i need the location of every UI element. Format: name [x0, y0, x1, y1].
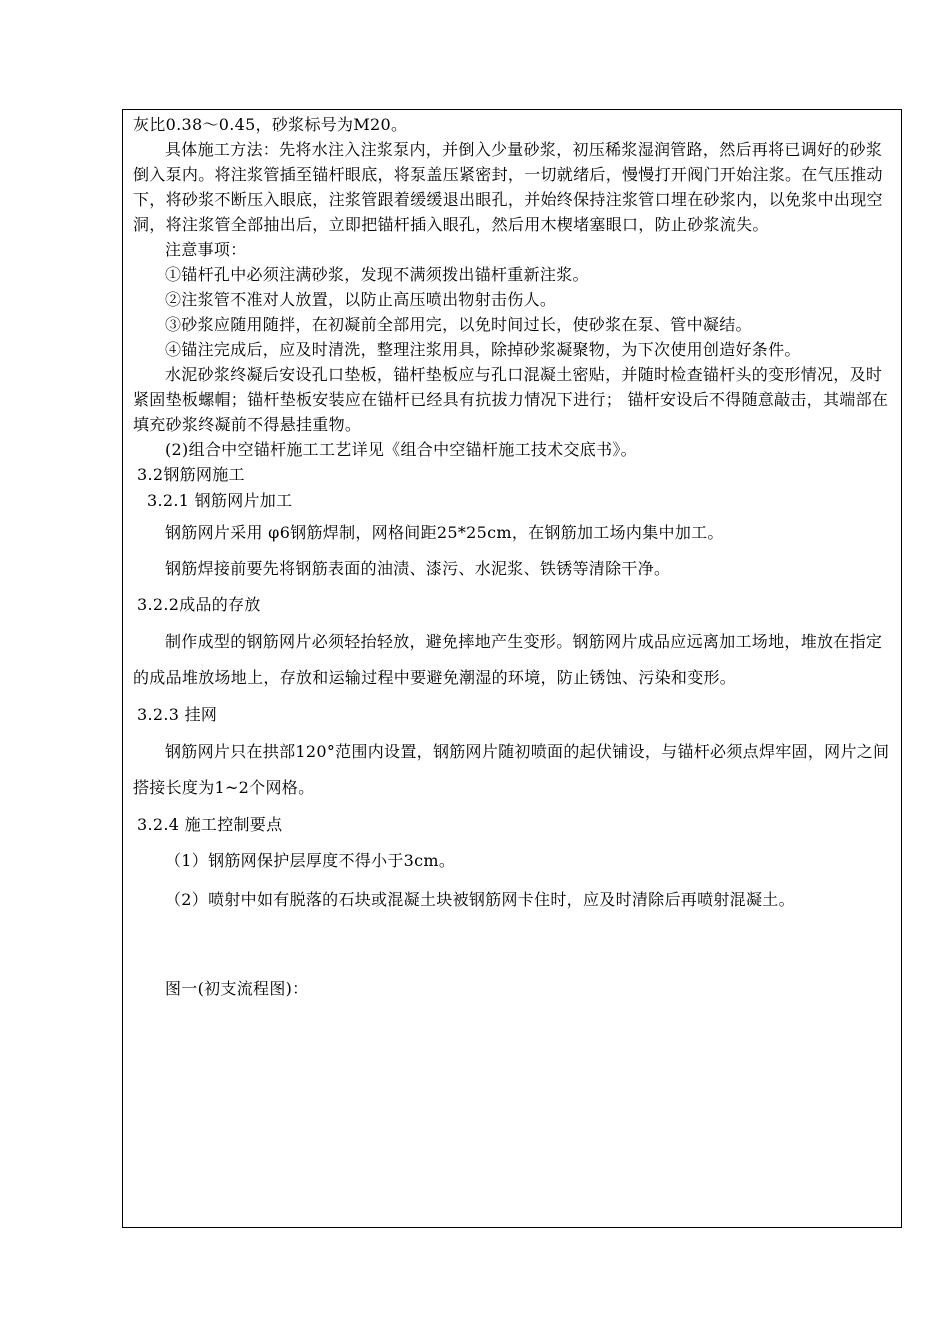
paragraph-mesh-fabrication: 钢筋网片采用 φ6钢筋焊制，网格间距25*25cm，在钢筋加工场内集中加工。 — [165, 523, 724, 542]
paragraph-mortar-ratio: 灰比0.38～0.45，砂浆标号为M20。 — [133, 115, 408, 134]
paragraph-construction-method: 具体施工方法：先将水注入注浆泵内，并倒入少量砂浆，初压稀浆湿润管路，然后再将已调好的砂浆倒入泵内。将注浆管插至锚杆眼底，将泵盖压紧密封，一切就绪后，慢慢打开阀门开始注浆。在气压推动下，将砂浆不断压入眼底，注浆管跟着缓缓退出眼孔，并始终保持注浆管口埋在砂浆内，以免浆中出现空洞，将注浆管全部抽出后，立即把锚杆插入眼孔，然后用木楔堵塞眼口，防止砂浆流失。 — [133, 140, 883, 234]
note-item-4: ④锚注完成后，应及时清洗，整理注浆用具，除掉砂浆凝聚物，为下次使用创造好条件。 — [165, 340, 801, 359]
control-point-1: （1）钢筋网保护层厚度不得小于3cm。 — [165, 851, 456, 870]
document-body — [133, 112, 895, 1002]
section-heading-3-2-3: 3.2.3 挂网 — [137, 705, 218, 724]
figure-caption-flowchart: 图一(初支流程图)： — [165, 979, 309, 998]
control-point-2: （2）喷射中如有脱落的石块或混凝土块被钢筋网卡住时，应及时清除后再喷射混凝土。 — [165, 890, 795, 909]
paragraph-storage: 制作成型的钢筋网片必须轻抬轻放，避免摔地产生变形。钢筋网片成品应远离加工场地，堆放在指定的成品堆放场地上，存放和运输过程中要避免潮湿的环境，防止锈蚀、污染和变形。 — [133, 632, 883, 687]
section-heading-3-2-4: 3.2.4 施工控制要点 — [137, 815, 283, 834]
section-heading-3-2-1: 3.2.1 钢筋网片加工 — [147, 491, 293, 510]
section-heading-3-2: 3.2钢筋网施工 — [137, 465, 245, 484]
note-item-2: ②注浆管不准对人放置，以防止高压喷出物射击伤人。 — [165, 290, 557, 309]
paragraph-notes-heading: 注意事项： — [165, 240, 247, 259]
paragraph-hollow-anchor-ref: (2)组合中空锚杆施工工艺详见《组合中空锚杆施工技术交底书》。 — [165, 440, 637, 459]
paragraph-anchor-plate: 水泥砂浆终凝后安设孔口垫板，锚杆垫板应与孔口混凝土密贴，并随时检查锚杆头的变形情况，及时紧固垫板螺帽；锚杆垫板安装应在锚杆已经具有抗拔力情况下进行； 锚杆安设后不得随意敲击，其端部在填充砂浆终凝前不得悬挂重物。 — [133, 365, 889, 434]
note-item-3: ③砂浆应随用随拌，在初凝前全部用完，以免时间过长，使砂浆在泵、管中凝结。 — [165, 315, 752, 334]
paragraph-welding-prep: 钢筋焊接前要先将钢筋表面的油渍、漆污、水泥浆、铁锈等清除干净。 — [165, 559, 671, 578]
note-item-1: ①锚杆孔中必须注满砂浆，发现不满须拨出锚杆重新注浆。 — [165, 265, 589, 284]
section-heading-3-2-2: 3.2.2成品的存放 — [137, 595, 261, 614]
paragraph-hanging-mesh: 钢筋网片只在拱部120°范围内设置，钢筋网片随初喷面的起伏铺设，与锚杆必须点焊牢固，网片之间搭接长度为1~2个网格。 — [133, 742, 890, 797]
